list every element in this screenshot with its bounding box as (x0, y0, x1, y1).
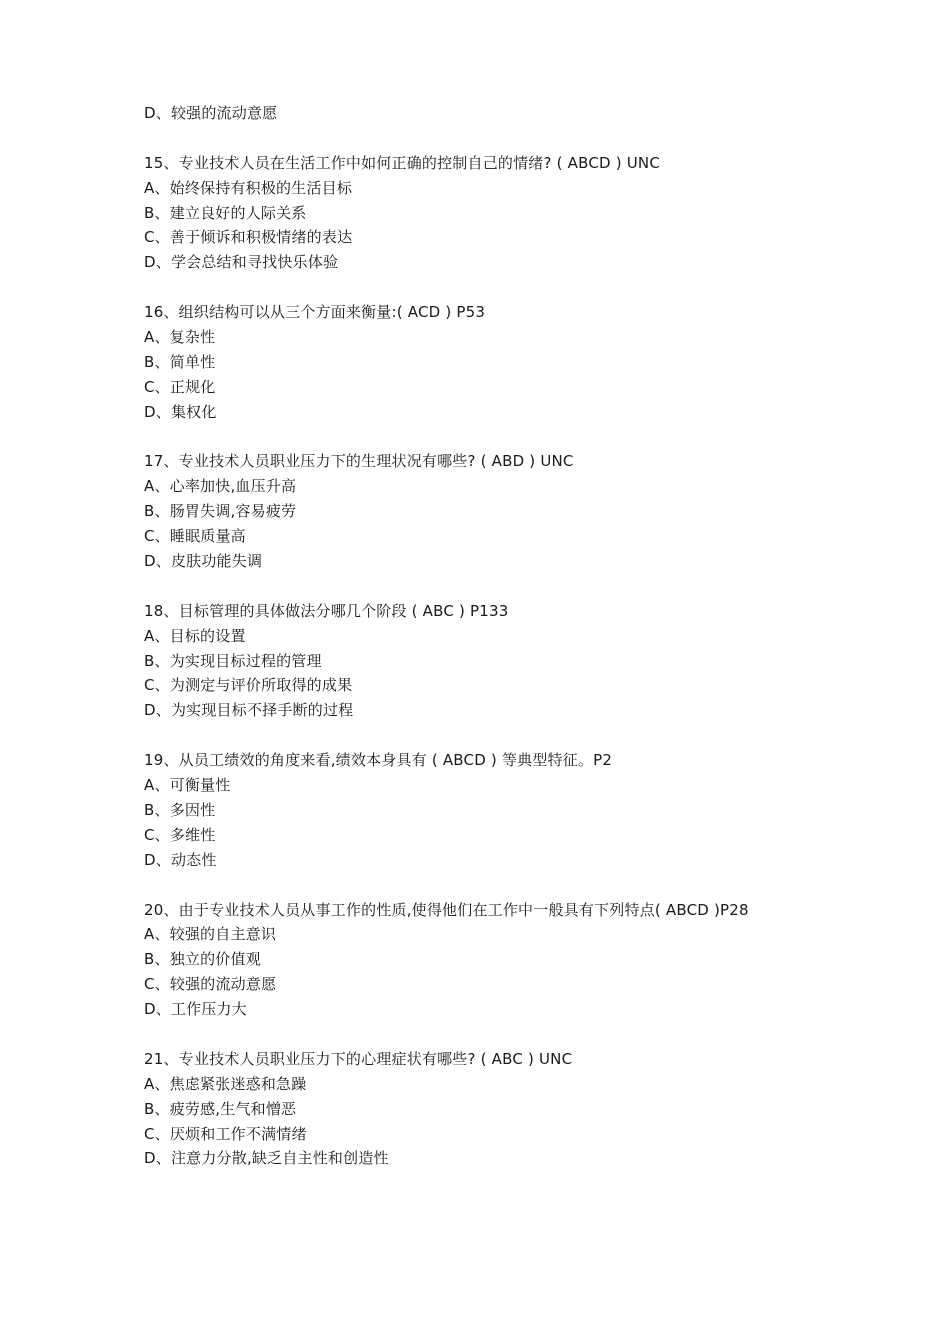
question-19 (144, 748, 904, 872)
option-c: C、善于倾诉和积极情绪的表达 (144, 228, 353, 247)
spacer (144, 275, 904, 300)
option-b: B、独立的价值观 (144, 950, 261, 969)
spacer (144, 574, 904, 599)
spacer (144, 723, 904, 748)
option-c: C、多维性 (144, 825, 216, 844)
option-b: B、建立良好的人际关系 (144, 203, 307, 222)
option-d: D、注意力分散,缺乏自主性和创造性 (144, 1149, 389, 1168)
question-stem: 17、专业技术人员职业压力下的生理状况有哪些? ( ABD ) UNC (144, 452, 574, 471)
option-d: D、皮肤功能失调 (144, 552, 263, 571)
option-a: A、复杂性 (144, 328, 216, 347)
option-a: A、可衡量性 (144, 776, 231, 795)
question-stem: 20、由于专业技术人员从事工作的性质,使得他们在工作中一般具有下列特点( ABCD )P28 (144, 900, 749, 919)
question-18 (144, 599, 904, 723)
option-b: B、疲劳感,生气和憎恶 (144, 1099, 297, 1118)
option-d: D、为实现目标不择手断的过程 (144, 701, 354, 720)
question-20 (144, 898, 904, 1022)
option-c: C、较强的流动意愿 (144, 975, 277, 994)
spacer (144, 873, 904, 898)
option-a: A、焦虑紧张迷惑和急躁 (144, 1074, 307, 1093)
spacer (144, 1022, 904, 1047)
question-stem: 21、专业技术人员职业压力下的心理症状有哪些? ( ABC ) UNC (144, 1049, 573, 1068)
option-c: C、为测定与评价所取得的成果 (144, 676, 353, 695)
spacer (144, 126, 904, 151)
option-a: A、目标的设置 (144, 626, 246, 645)
question-stem: 16、组织结构可以从三个方面来衡量:( ACD ) P53 (144, 303, 486, 322)
lead-option-d: D、较强的流动意愿 (144, 104, 278, 122)
question-16 (144, 300, 904, 424)
option-d: D、工作压力大 (144, 1000, 247, 1019)
spacer (144, 425, 904, 450)
option-b: B、为实现目标过程的管理 (144, 651, 322, 670)
option-d: D、学会总结和寻找快乐体验 (144, 253, 339, 272)
question-stem: 15、专业技术人员在生活工作中如何正确的控制自己的情绪? ( ABCD ) UNC (144, 153, 661, 172)
option-b: B、多因性 (144, 800, 216, 819)
option-c: C、正规化 (144, 377, 216, 396)
option-a: A、始终保持有积极的生活目标 (144, 178, 353, 197)
option-d: D、集权化 (144, 402, 217, 421)
option-d: D、动态性 (144, 850, 217, 869)
question-21 (144, 1047, 904, 1171)
question-15 (144, 151, 904, 275)
question-stem: 19、从员工绩效的角度来看,绩效本身具有 ( ABCD ) 等典型特征。P2 (144, 751, 613, 770)
option-b: B、简单性 (144, 352, 216, 371)
option-a: A、心率加快,血压升高 (144, 477, 297, 496)
question-list (144, 101, 904, 1171)
option-c: C、厌烦和工作不满情绪 (144, 1124, 307, 1143)
option-b: B、肠胃失调,容易疲劳 (144, 502, 297, 521)
option-a: A、较强的自主意识 (144, 925, 277, 944)
question-17 (144, 449, 904, 573)
option-c: C、睡眠质量高 (144, 527, 246, 546)
question-stem: 18、目标管理的具体做法分哪几个阶段 ( ABC ) P133 (144, 601, 509, 620)
